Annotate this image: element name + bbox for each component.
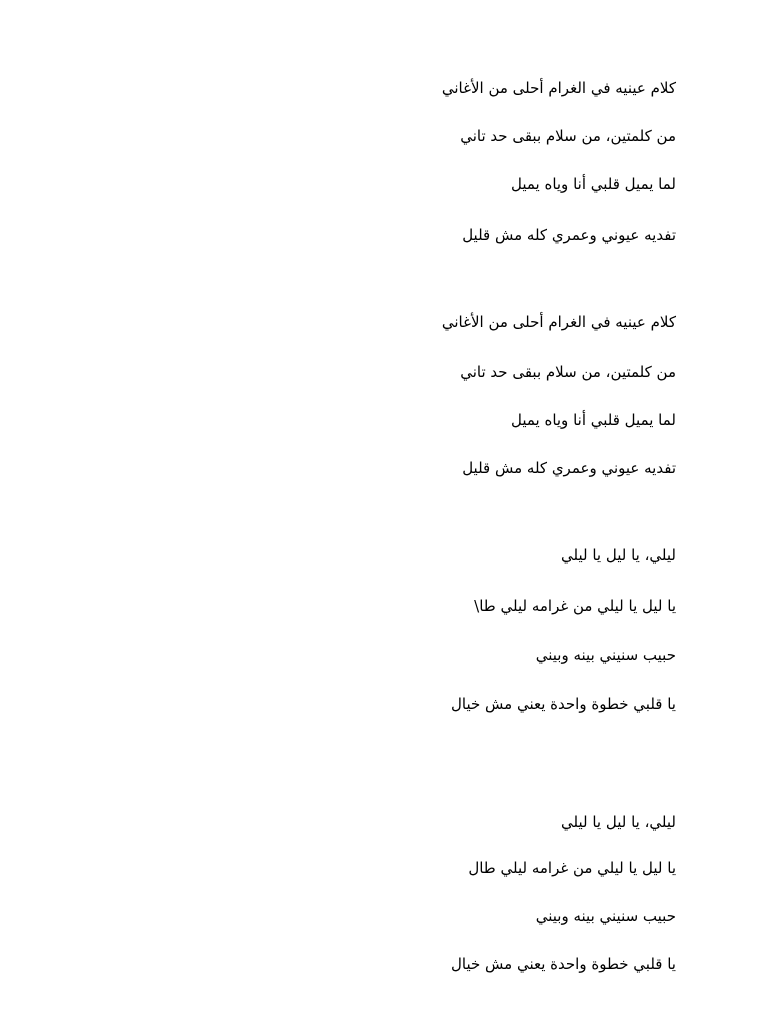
- stanza-2-line-4: تفديه عيوني وعمري كله مش قليل: [462, 459, 676, 477]
- stanza-1-line-3: لما يميل قلبي أنا وياه يميل: [510, 175, 676, 193]
- stanza-1-line-4: تفديه عيوني وعمري كله مش قليل: [462, 226, 676, 244]
- stanza-2-line-3: لما يميل قلبي أنا وياه يميل: [510, 411, 676, 429]
- stanza-4-line-2: يا ليل يا ليلي من غرامه ليلي طال: [468, 859, 676, 877]
- stanza-2-line-1: كلام عينيه في الغرام أحلى من الأغاني: [441, 313, 676, 331]
- stanza-3-line-1: ليلي، يا ليل يا ليلي: [561, 546, 676, 564]
- stanza-1-line-1: كلام عينيه في الغرام أحلى من الأغاني: [441, 79, 676, 97]
- stanza-3-line-2: يا ليل يا ليلي من غرامه ليلي طا\: [474, 597, 676, 615]
- stanza-2-line-2: من كلمتين، من سلام ببقى حد تاني: [460, 363, 676, 381]
- stanza-3-line-4: يا قلبي خطوة واحدة يعني مش خيال: [451, 695, 676, 713]
- stanza-4-line-3: حبيب سنيني بينه وبيني: [535, 907, 676, 925]
- stanza-4-line-4: يا قلبي خطوة واحدة يعني مش خيال: [451, 955, 676, 973]
- stanza-4-line-1: ليلي، يا ليل يا ليلي: [561, 813, 676, 831]
- stanza-1-line-2: من كلمتين، من سلام ببقى حد تاني: [460, 127, 676, 145]
- stanza-3-line-3: حبيب سنيني بينه وبيني: [535, 646, 676, 664]
